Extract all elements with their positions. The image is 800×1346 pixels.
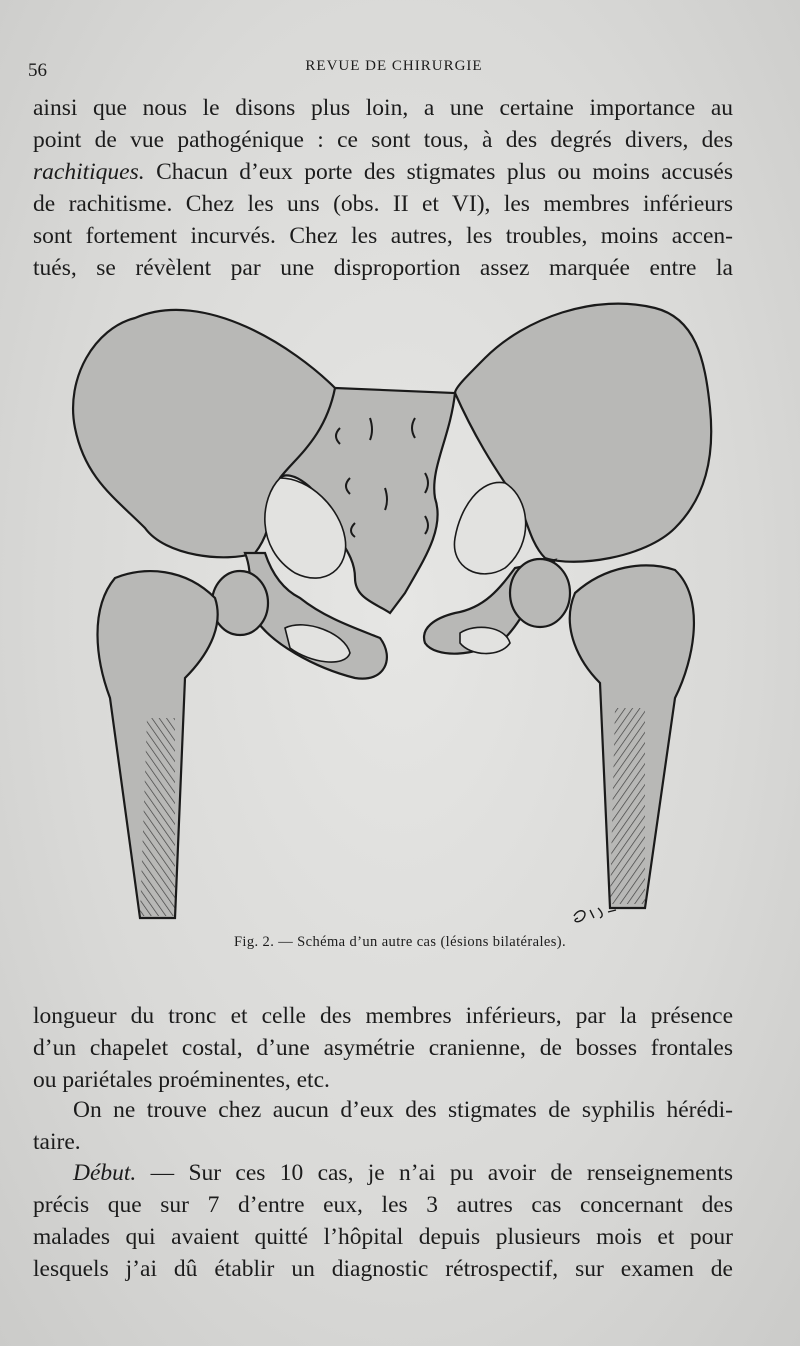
paragraph-1	[33, 92, 733, 284]
artist-signature	[568, 898, 628, 928]
text-line: ou pariétales proéminentes, etc.	[33, 1067, 330, 1093]
text-line	[33, 1157, 733, 1189]
italic-term: rachitiques.	[33, 159, 145, 185]
right-femoral-head	[510, 559, 570, 627]
italic-lead: Début.	[73, 1160, 137, 1186]
pelvis-illustration	[55, 298, 745, 930]
text-line: lesquels j’ai dû établir un diagnostic rétrospectif, sur examen de	[33, 1256, 733, 1282]
right-femur-hatching	[610, 708, 645, 904]
paragraph-4	[33, 1157, 733, 1285]
text-line: ainsi que nous le disons plus loin, a une certaine importance au	[33, 95, 733, 121]
page-header	[28, 58, 760, 82]
text-line: précis que sur 7 d’entre eux, les 3 autres cas concernant des	[33, 1192, 733, 1218]
text-fragment: Chacun d’eux porte des stigmates plus ou moins accusés	[156, 159, 734, 185]
text-line: malades qui avaient quitté l’hôpital depuis plusieurs mois et pour	[33, 1224, 733, 1250]
left-femoral-head	[212, 571, 268, 635]
text-line: tués, se révèlent par une disproportion assez marquée entre la	[33, 255, 733, 281]
figure-caption: Fig. 2. — Schéma d’un autre cas (lésions bilatérales).	[233, 934, 567, 950]
page-number: 56	[28, 60, 47, 81]
text-line: sont fortement incurvés. Chez les autres, les troubles, moins accen-	[33, 223, 733, 249]
running-title: REVUE DE CHIRURGIE	[305, 58, 483, 74]
text-fragment: — Sur ces 10 cas, je n’ai pu avoir de renseignements	[150, 1160, 734, 1186]
text-line	[33, 156, 733, 188]
text-line: taire.	[33, 1129, 81, 1155]
text-line: longueur du tronc et celle des membres inférieurs, par la présence	[33, 1003, 733, 1029]
text-line: point de vue pathogénique : ce sont tous, à des degrés divers, des	[33, 127, 733, 153]
text-line: de rachitisme. Chez les uns (obs. II et VI), les membres inférieurs	[33, 191, 733, 217]
paragraph-2	[33, 1000, 733, 1096]
text-line: d’un chapelet costal, d’une asymétrie cranienne, de bosses frontales	[33, 1035, 733, 1061]
paragraph-3	[33, 1094, 733, 1158]
text-line: On ne trouve chez aucun d’eux des stigmates de syphilis hérédi-	[73, 1097, 733, 1123]
